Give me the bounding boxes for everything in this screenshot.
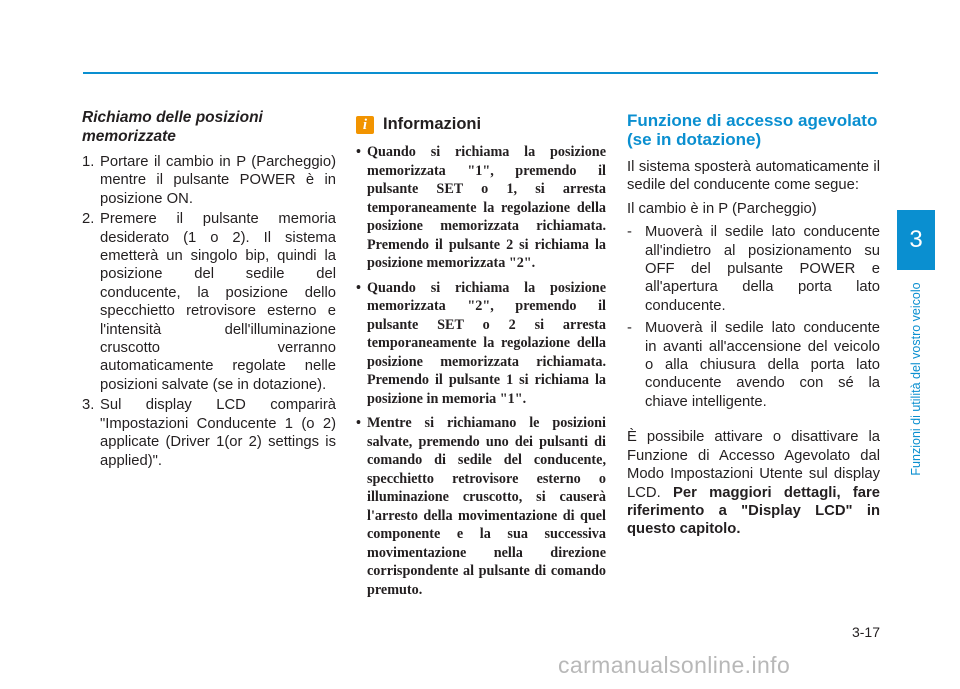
bullet-dot: • bbox=[356, 415, 361, 431]
page-number: 3-17 bbox=[851, 624, 880, 640]
chapter-side-title bbox=[906, 264, 926, 494]
dash-marker: - bbox=[627, 320, 632, 337]
step-number: 2. bbox=[82, 211, 95, 228]
list-item bbox=[627, 223, 880, 315]
item-text: Muoverà il sedile lato conducente all'indietro al posizionamento su OFF del pulsante POWER e all'apertura della porta lato conducente. bbox=[645, 224, 880, 314]
section-title: Funzione di accesso agevolato (se in dotazione) bbox=[627, 111, 878, 149]
list-item bbox=[356, 414, 606, 599]
condition-paragraph: Il cambio è in P (Parcheggio) bbox=[627, 200, 817, 217]
chapter-tab: 3 bbox=[897, 210, 935, 270]
list-item bbox=[627, 319, 880, 411]
watermark: carmanualsonline.info bbox=[558, 652, 791, 678]
left-column bbox=[82, 108, 336, 472]
section-subheading: Richiamo delle posizioni memorizzate bbox=[82, 109, 263, 145]
item-text: Muoverà il sedile lato conducente in avanti all'accensione del veicolo o alla chiusura della porta lato conducente avendo con sé la chiave intelligente. bbox=[645, 320, 880, 410]
intro-paragraph: Il sistema sposterà automaticamente il sedile del conducente come segue: bbox=[627, 159, 880, 194]
bullet-text: Quando si richiama la posizione memorizzata "1", premendo il pulsante SET o 1, si arresta temporaneamente la regolazione della posizione memorizzata richiamata. Premendo il pulsante 2 si richiama la posizione memorizzata "2". bbox=[367, 144, 606, 271]
step-text: Portare il cambio in P (Parcheggio) mentre il pulsante POWER è in posizione ON. bbox=[100, 154, 336, 207]
dash-marker: - bbox=[627, 224, 632, 241]
bullet-dot: • bbox=[356, 279, 361, 296]
closing-text: È possibile attivare o disattivare la Funzione di Accesso Agevolato dal Modo Impostazioni Utente sul display LCD. bbox=[627, 429, 880, 501]
bullet-dot: • bbox=[356, 144, 361, 160]
bullet-text: Mentre si richiamano le posizioni salvate, premendo uno dei pulsanti di comando di sedile del conducente, specchietto retrovisore esterno o illuminazione cruscotto, si causerà l'arresto della movimentazione di quel componente e la sua successiva movimentazione nella direzione corrispondente al pulsante di comando premuto. bbox=[367, 415, 606, 598]
chapter-title-text: Funzioni di utilità del vostro veicolo bbox=[909, 282, 923, 476]
step-number: 1. bbox=[82, 154, 95, 170]
info-title: Informazioni bbox=[383, 115, 482, 133]
info-bullets bbox=[356, 143, 606, 599]
info-icon: i bbox=[356, 116, 374, 134]
closing-reference: Per maggiori dettagli, fare riferimento a "Display LCD" in questo capitolo. bbox=[627, 484, 880, 538]
steps-list bbox=[82, 153, 336, 470]
right-column bbox=[627, 108, 880, 544]
behavior-list bbox=[627, 223, 880, 411]
step-number: 3. bbox=[82, 397, 95, 414]
list-item bbox=[356, 143, 606, 273]
step-text: Sul display LCD comparirà "Impostazioni Conducente 1 (o 2) applicate (Driver 1(or 2) settings is applied)". bbox=[100, 397, 336, 469]
list-item bbox=[82, 210, 336, 394]
list-item bbox=[356, 279, 606, 409]
step-text: Premere il pulsante memoria desiderato (1 o 2). Il sistema emetterà un singolo bip, quindi la posizione del sedile del conducente, la posizione dello specchietto retrovisore esterno e l'intensità dell'illuminazione cruscotto verranno automaticamente regolate nelle posizioni salvate (se in dotazione). bbox=[100, 211, 336, 393]
closing-paragraph bbox=[627, 428, 880, 538]
list-item bbox=[82, 396, 336, 470]
bullet-text: Quando si richiama la posizione memorizzata "2", premendo il pulsante SET o 2 si arresta temporaneamente la regolazione della posizione memorizzata richiamata. Premendo il pulsante 1 si richiama la posizione in memoria "1". bbox=[367, 279, 606, 407]
info-box bbox=[356, 108, 606, 605]
info-header bbox=[356, 115, 606, 134]
list-item bbox=[82, 153, 336, 208]
header-rule bbox=[83, 72, 878, 74]
